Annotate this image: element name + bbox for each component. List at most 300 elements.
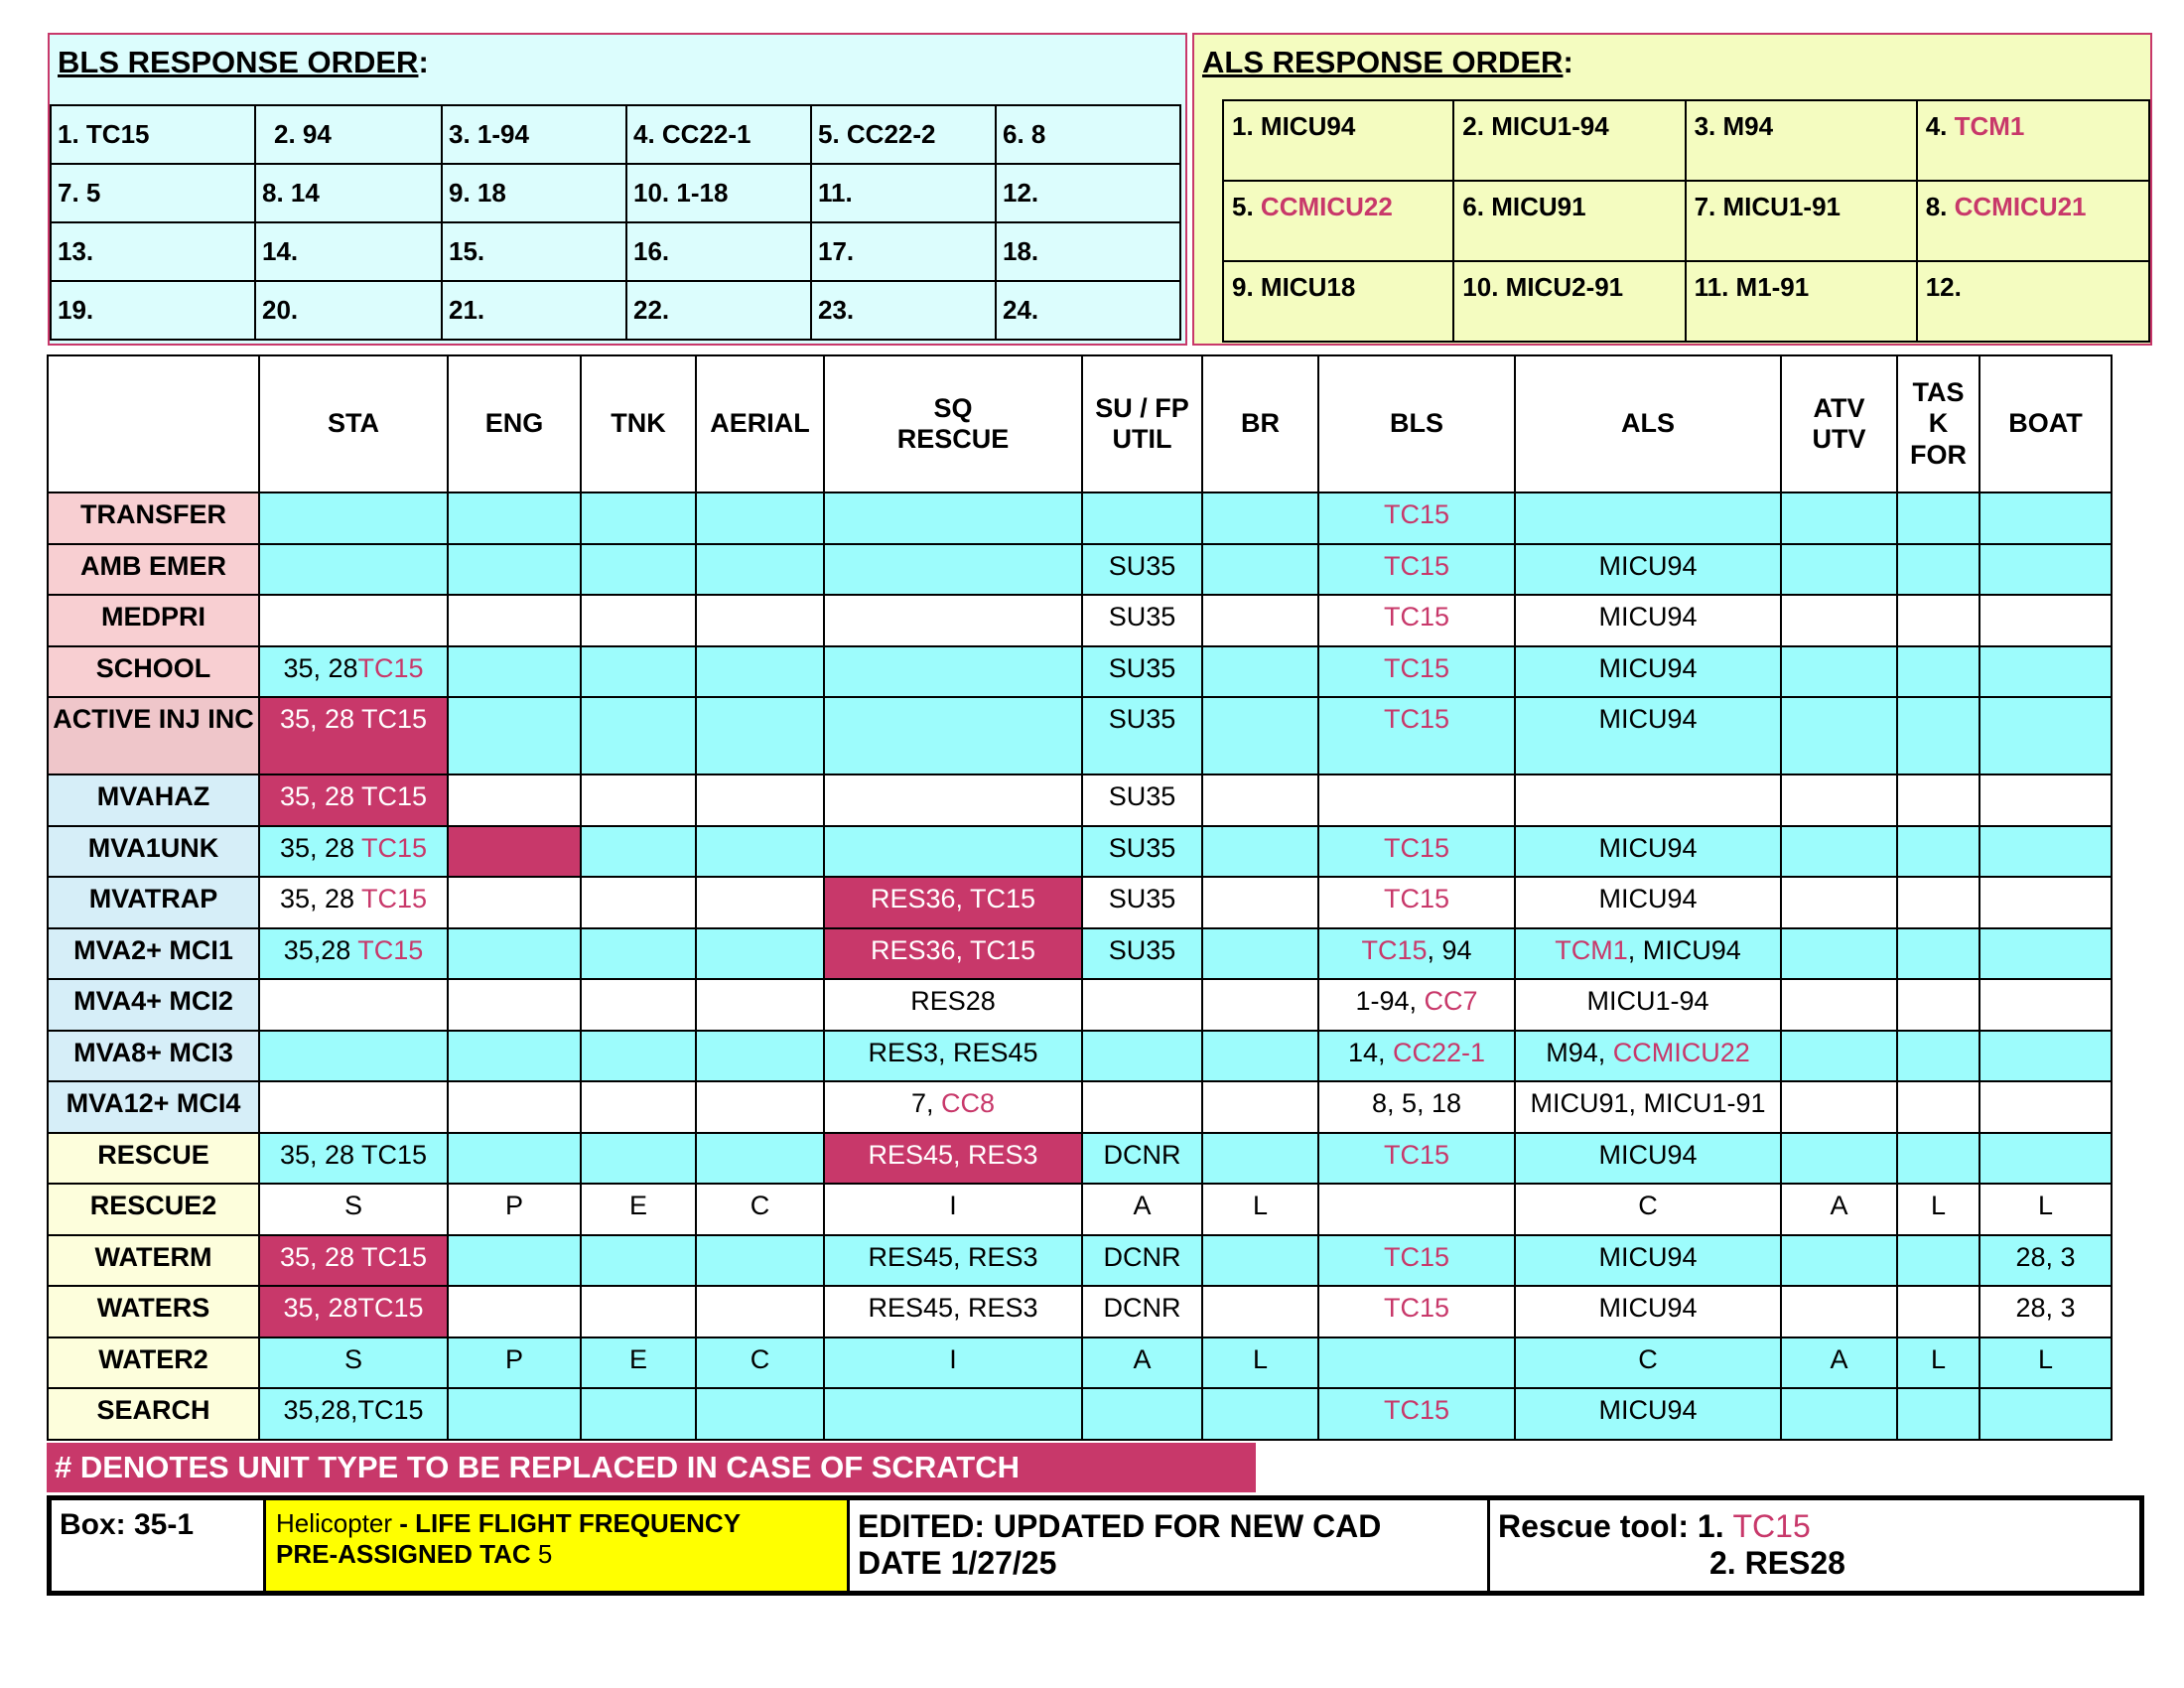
als-order-number: 4. [1925,111,1955,141]
table-cell [696,979,824,1031]
unit-text: L [2037,1343,2054,1374]
table-cell [824,1337,1082,1389]
als-order-unit: MICU1-91 [1722,192,1841,221]
table-cell [581,544,696,596]
unit-text: DCNR [1103,1241,1181,1272]
unit-text: SU35 [1108,704,1176,734]
table-cell [824,1388,1082,1440]
row-label: ACTIVE INJ INC [48,697,259,774]
bls-order-cell: 11. [811,164,996,222]
header-aerial: AERIAL [696,355,824,492]
table-cell [1897,928,1979,980]
row-label: WATER2 [48,1337,259,1389]
unit-text: TC15 [357,652,424,683]
als-order-row [1223,100,2149,181]
unit-text: E [628,1343,647,1374]
table-row [48,1081,2112,1133]
table-cell [1202,1235,1318,1287]
table-cell [824,1133,1082,1185]
unit-text: A [1830,1191,1848,1220]
bls-order-cell: 17. [811,222,996,281]
unit-text: A [1133,1343,1152,1374]
als-order-unit: CCMICU21 [1954,192,2087,221]
table-cell [1202,697,1318,774]
table-cell [1897,877,1979,928]
als-order-cell [1686,181,1917,261]
als-order-cell [1223,261,1453,342]
table-cell [1515,1081,1781,1133]
unit-text: A [1830,1343,1848,1374]
helicopter-frequency-note: Helicopter - LIFE FLIGHT FREQUENCY PRE-ASSIGNED TAC 5 [266,1500,850,1591]
table-cell [448,544,581,596]
unit-text: L [1252,1191,1269,1220]
unit-text: SU35 [1108,652,1176,683]
table-cell [696,1184,824,1235]
row-label: MEDPRI [48,595,259,646]
box-number: Box: 35-1 [52,1500,266,1591]
table-cell [1781,1184,1897,1235]
als-order-cell [1453,100,1685,181]
bls-title: BLS RESPONSE ORDER: [58,45,429,79]
table-cell [696,1031,824,1082]
als-title: ALS RESPONSE ORDER: [1202,45,1573,79]
table-cell [1979,646,2112,698]
als-order-number: 2. [1462,111,1492,141]
table-cell [1515,697,1781,774]
als-order-cell [1453,261,1685,342]
row-label: AMB EMER [48,544,259,596]
table-cell [259,774,448,826]
row-label: MVA2+ MCI1 [48,928,259,980]
table-cell [581,1031,696,1082]
table-cell [696,1286,824,1337]
bls-order-cell: 12. [996,164,1180,222]
table-row [48,1286,2112,1337]
unit-text: DCNR [1103,1293,1181,1323]
unit-text: P [504,1191,523,1220]
table-cell [1781,1235,1897,1287]
table-cell [448,826,581,878]
table-cell [1318,1337,1515,1389]
table-cell [1202,1388,1318,1440]
table-cell [1781,1388,1897,1440]
unit-text: SU35 [1108,934,1176,965]
bls-order-cell: 3. 1-94 [442,105,626,164]
unit-text: TC15 [361,884,428,914]
table-cell [824,646,1082,698]
table-cell [1897,1133,1979,1185]
table-row [48,979,2112,1031]
unit-text: MICU94 [1598,1241,1698,1272]
table-cell [1897,492,1979,544]
table-cell [1202,595,1318,646]
unit-text: DCNR [1103,1139,1181,1170]
table-cell [824,774,1082,826]
table-cell [1979,877,2112,928]
table-cell [696,1337,824,1389]
bls-response-order-panel [48,33,1187,346]
als-order-cell [1223,100,1453,181]
unit-text: MICU94 [1598,884,1698,914]
table-cell [1979,826,2112,878]
table-cell [1897,979,1979,1031]
table-header-row [48,355,2112,492]
bls-order-cell: 5. CC22-2 [811,105,996,164]
als-order-unit: M94 [1722,111,1774,141]
table-cell [1515,979,1781,1031]
als-order-unit: MICU18 [1260,272,1356,302]
bls-order-cell: 24. [996,281,1180,340]
table-cell [1515,492,1781,544]
unit-text: TC15 [1383,1241,1450,1272]
table-cell [1979,928,2112,980]
table-cell [1979,1286,2112,1337]
unit-text: , MICU94 [1627,934,1741,965]
unit-text: E [628,1191,647,1220]
table-cell [448,1337,581,1389]
unit-text: TC15 [1383,652,1450,683]
unit-text: MICU94 [1598,652,1698,683]
unit-text: RES36, TC15 [870,934,1036,965]
row-label: MVA8+ MCI3 [48,1031,259,1082]
unit-text: MICU1-94 [1586,986,1709,1016]
table-cell [1202,1286,1318,1337]
table-cell [1897,1184,1979,1235]
bls-order-cell: 1. TC15 [51,105,255,164]
table-cell [1781,928,1897,980]
unit-text: M94, [1546,1037,1613,1067]
table-cell [824,826,1082,878]
unit-text: 14, [1347,1037,1393,1067]
als-order-unit: M1-91 [1735,272,1810,302]
table-cell [581,774,696,826]
bls-order-cell: 13. [51,222,255,281]
unit-text: 35, 28 [279,832,362,863]
table-cell [448,1133,581,1185]
table-cell [1318,928,1515,980]
table-cell [448,979,581,1031]
table-row [48,1133,2112,1185]
bls-order-cell: 22. [626,281,811,340]
table-cell [259,1388,448,1440]
table-cell [259,1286,448,1337]
table-cell [696,928,824,980]
als-order-cell [1223,181,1453,261]
unit-text: TC15 [1361,934,1428,965]
unit-text: 35, 28TC15 [283,1293,424,1323]
table-cell [1979,544,2112,596]
table-cell [696,595,824,646]
table-cell [696,697,824,774]
table-cell [1781,877,1897,928]
als-order-number: 3. [1694,111,1723,141]
unit-text: MICU94 [1598,550,1698,581]
table-cell [448,1031,581,1082]
header-boat: BOAT [1979,355,2112,492]
table-cell [1082,1286,1202,1337]
table-cell [581,646,696,698]
table-cell [1082,979,1202,1031]
bls-order-cell: 16. [626,222,811,281]
unit-text: 1-94, [1355,986,1425,1016]
table-cell [1082,1081,1202,1133]
table-row [48,544,2112,596]
unit-text: MICU94 [1598,1139,1698,1170]
table-cell [824,1286,1082,1337]
table-cell [1781,826,1897,878]
rescue-tool-list: Rescue tool: 1. TC15 2. RES28 [1498,1508,1845,1581]
table-cell [696,774,824,826]
table-cell [1781,646,1897,698]
table-cell [1781,595,1897,646]
table-cell [581,595,696,646]
table-row [48,928,2112,980]
table-cell [696,1388,824,1440]
table-cell [1318,697,1515,774]
table-cell [1318,774,1515,826]
table-row [48,826,2112,878]
als-order-unit: MICU2-91 [1505,272,1624,302]
table-cell [448,595,581,646]
table-cell [1318,492,1515,544]
bls-order-cell: 15. [442,222,626,281]
unit-text: C [750,1343,770,1374]
bls-order-cell: 10. 1-18 [626,164,811,222]
table-cell [1897,544,1979,596]
table-cell [259,1184,448,1235]
table-cell [1979,595,2112,646]
table-cell [259,1337,448,1389]
table-cell [1082,1235,1202,1287]
table-cell [448,1286,581,1337]
table-cell [824,1081,1082,1133]
bls-order-grid [50,104,1181,341]
unit-text: 35, 28 TC15 [279,1241,428,1272]
row-label: WATERS [48,1286,259,1337]
table-cell [1318,1081,1515,1133]
table-cell [259,1133,448,1185]
unit-text: S [343,1191,362,1220]
unit-text: MICU94 [1598,1293,1698,1323]
als-order-unit: MICU94 [1260,111,1356,141]
table-cell [259,697,448,774]
unit-text: TC15 [1383,602,1450,632]
table-cell [1202,1184,1318,1235]
row-label: SEARCH [48,1388,259,1440]
table-cell [259,1235,448,1287]
table-cell [696,492,824,544]
unit-text: MICU94 [1598,602,1698,632]
table-cell [581,979,696,1031]
unit-text: SU35 [1108,550,1176,581]
als-order-number: 1. [1232,111,1261,141]
table-cell [1318,826,1515,878]
table-cell [1979,1388,2112,1440]
table-cell [824,979,1082,1031]
table-cell [448,1081,581,1133]
table-cell [259,1031,448,1082]
table-cell [1318,1184,1515,1235]
table-cell [1202,826,1318,878]
als-order-number: 12. [1925,272,1962,302]
table-cell [1781,697,1897,774]
table-cell [1202,1133,1318,1185]
unit-text: TC15 [1383,704,1450,734]
als-order-unit: MICU1-94 [1491,111,1609,141]
header-eng: ENG [448,355,581,492]
als-order-grid [1222,99,2150,343]
unit-text: 28, 3 [2015,1293,2076,1323]
unit-text: A [1133,1191,1152,1220]
bls-order-row [51,222,1180,281]
table-cell [1979,1081,2112,1133]
table-cell [1515,544,1781,596]
table-cell [696,877,824,928]
table-row [48,1184,2112,1235]
row-label: RESCUE [48,1133,259,1185]
header-br: BR [1202,355,1318,492]
unit-text: S [343,1343,362,1374]
header-empty [48,355,259,492]
table-cell [259,928,448,980]
table-cell [1515,1337,1781,1389]
table-cell [1515,774,1781,826]
row-label: RESCUE2 [48,1184,259,1235]
table-cell [259,492,448,544]
als-order-cell [1686,261,1917,342]
table-cell [581,1388,696,1440]
table-cell [1082,1184,1202,1235]
unit-text: TC15 [1383,884,1450,914]
table-cell [581,1081,696,1133]
bls-order-cell: 21. [442,281,626,340]
row-label: MVAHAZ [48,774,259,826]
table-cell [259,979,448,1031]
table-cell [1318,1031,1515,1082]
als-order-number: 11. [1694,272,1736,302]
table-cell [448,1235,581,1287]
unit-text: 35, 28 TC15 [279,781,428,811]
als-order-cell [1453,181,1685,261]
table-cell [448,877,581,928]
unit-text: TC15 [1383,1395,1450,1425]
bls-order-row [51,105,1180,164]
als-order-number: 6. [1462,192,1492,221]
unit-text: 8, 5, 18 [1371,1088,1462,1118]
table-cell [1202,646,1318,698]
unit-text: TC15 [1383,1139,1450,1170]
table-cell [259,595,448,646]
table-cell [581,928,696,980]
unit-text: MICU94 [1598,1395,1698,1425]
als-order-unit: TCM1 [1954,111,2025,141]
table-cell [1082,877,1202,928]
header-tnk: TNK [581,355,696,492]
unit-text: RES36, TC15 [870,884,1036,914]
bls-order-cell: 18. [996,222,1180,281]
table-cell [1979,1184,2112,1235]
table-cell [1082,826,1202,878]
table-cell [1318,1133,1515,1185]
unit-text: L [1930,1191,1947,1220]
table-cell [1897,774,1979,826]
table-cell [581,697,696,774]
unit-text: C [1638,1343,1658,1374]
table-cell [1082,1031,1202,1082]
table-cell [581,877,696,928]
table-cell [259,544,448,596]
table-cell [259,646,448,698]
unit-text: RES45, RES3 [868,1241,1038,1272]
table-cell [448,646,581,698]
table-row [48,1388,2112,1440]
table-cell [1202,928,1318,980]
table-cell [1515,1286,1781,1337]
table-cell [1202,979,1318,1031]
table-cell [1202,1081,1318,1133]
bls-order-cell: 7. 5 [51,164,255,222]
table-cell [1781,1337,1897,1389]
table-cell [1897,595,1979,646]
table-cell [1515,877,1781,928]
table-cell [1318,595,1515,646]
table-cell [1515,826,1781,878]
table-cell [581,1337,696,1389]
als-order-number: 8. [1925,192,1955,221]
unit-text: MICU91, MICU1-91 [1530,1088,1766,1118]
table-cell [1202,1337,1318,1389]
bls-order-cell: 8. 14 [255,164,442,222]
table-cell [1515,595,1781,646]
table-cell [1897,826,1979,878]
table-cell [1515,1184,1781,1235]
unit-text: 28, 3 [2015,1241,2076,1272]
table-cell [1979,1337,2112,1389]
table-cell [1979,697,2112,774]
table-row [48,877,2112,928]
table-cell [1897,1031,1979,1082]
unit-text: 35,28 [283,934,358,965]
table-cell [1082,697,1202,774]
table-cell [1202,877,1318,928]
table-cell [1515,928,1781,980]
table-cell [1979,1031,2112,1082]
table-cell [1318,646,1515,698]
table-cell [1202,544,1318,596]
table-cell [1318,544,1515,596]
table-cell [1318,877,1515,928]
table-cell [1897,1081,1979,1133]
unit-text: I [949,1343,957,1374]
als-order-unit: CCMICU22 [1260,192,1393,221]
header-su-fp-util: SU / FP UTIL [1082,355,1202,492]
table-cell [824,877,1082,928]
unit-text: MICU94 [1598,832,1698,863]
table-cell [581,1133,696,1185]
bls-order-cell: 23. [811,281,996,340]
table-cell [581,492,696,544]
table-cell [1202,1031,1318,1082]
als-order-cell [1686,100,1917,181]
table-cell [1897,697,1979,774]
table-cell [1897,1388,1979,1440]
table-cell [1082,1388,1202,1440]
row-label: WATERM [48,1235,259,1287]
unit-text: TC15 [1383,499,1450,529]
als-order-number: 5. [1232,192,1261,221]
table-cell [1515,1133,1781,1185]
table-cell [824,595,1082,646]
